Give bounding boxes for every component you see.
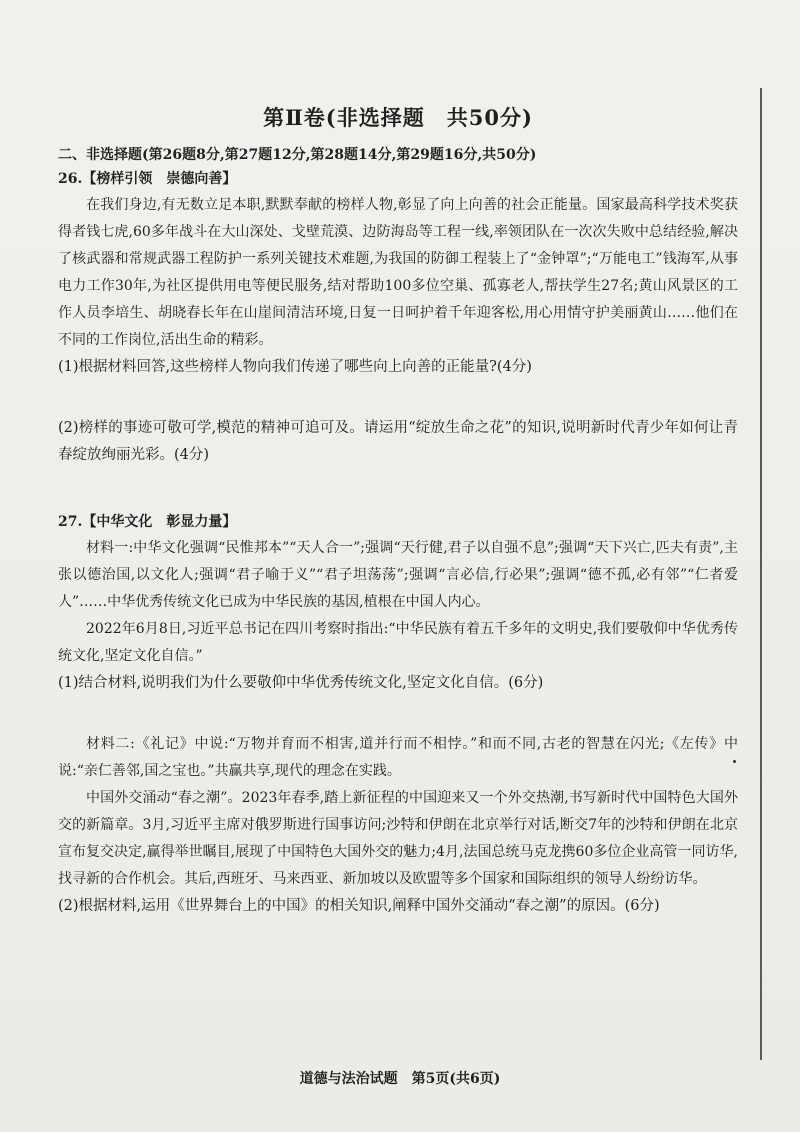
q26-heading: 26.【榜样引领 崇德向善】 [58, 171, 237, 187]
answer-space [58, 381, 738, 415]
q27-sub2: (2)根据材料,运用《世界舞台上的中国》的相关知识,阐释中国外交涌动“春之潮”的原因。(6分) [58, 898, 660, 914]
section-heading: 二、非选择题(第26题8分,第27题12分,第28题14分,第29题16分,共50分) [58, 147, 537, 163]
q26-sub1: (1)根据材料回答,这些榜样人物向我们传递了哪些向上向善的正能量?(4分) [58, 359, 532, 375]
q27-material1b: 2022年6月8日,习近平总书记在四川考察时指出:“中华民族有着五千多年的文明史,我们要敬仰中华优秀传统文化,坚定文化自信。” [58, 621, 738, 664]
q27-heading: 27.【中华文化 彰显力量】 [58, 514, 237, 530]
answer-space [58, 697, 738, 731]
q26-sub2: (2)榜样的事迹可敬可学,模范的精神可追可及。请运用“绽放生命之花”的知识,说明新时代青少年如何让青春绽放绚丽光彩。(4分) [58, 420, 738, 463]
binding-margin-line [760, 88, 762, 1060]
q27-material2: 材料二:《礼记》中说:“万物并育而不相害,道并行而不相悖。”和而不同,古老的智慧在闪光;《左传》中说:“亲仁善邻,国之宝也。”共赢共享,现代的理念在实践。 [58, 736, 738, 779]
page-content [58, 102, 738, 920]
answer-space [58, 469, 738, 509]
q26-material: 在我们身边,有无数立足本职,默默奉献的榜样人物,彰显了向上向善的社会正能量。国家最高科学技术奖获得者钱七虎,60多年战斗在大山深处、戈壁荒漠、边防海岛等工程一线,率领团队在一次次失败中总结经验,解决了核武器和常规武器工程防护一系列关键技术难题,为我国的防御工程装上了“金钟罩”;“万能电工”钱海军,从事电力工作30年,为社区提供用电等便民服务,结对帮助100多位空巢、孤寡老人,帮扶学生27名;黄山风景区的工作人员李培生、胡晓春长年在山崖间清洁环境,日复一日呵护着千年迎客松,用心用情守护美丽黄山……他们在不同的工作岗位,活出生命的精彩。 [58, 197, 738, 348]
paper-title: 第Ⅱ卷(非选择题 共50分) [263, 105, 533, 130]
page-footer: 道德与法治试题 第5页(共6页) [299, 1071, 501, 1087]
q27-sub1: (1)结合材料,说明我们为什么要敬仰中华优秀传统文化,坚定文化自信。(6分) [58, 675, 544, 691]
q27-material2b: 中国外交涌动“春之潮”。2023年春季,踏上新征程的中国迎来又一个外交热潮,书写新时代中国特色大国外交的新篇章。3月,习近平主席对俄罗斯进行国事访问;沙特和伊朗在北京举行对话,断交7年的沙特和伊朗在北京宣布复交决定,赢得举世瞩目,展现了中国特色大国外交的魅力;4月,法国总统马克龙携60多位企业高管一同访华,找寻新的合作机会。其后,西班牙、马来西亚、新加坡以及欧盟等多个国家和国际组织的领导人纷纷访华。 [58, 790, 738, 887]
q27-material1: 材料一:中华文化强调“民惟邦本”“天人合一”;强调“天行健,君子以自强不息”;强调“天下兴亡,匹夫有责”,主张以德治国,以文化人;强调“君子喻于义”“君子坦荡荡”;强调“言必信,行必果”;强调“德不孤,必有邻”“仁者爱人”……中华优秀传统文化已成为中华民族的基因,植根在中国人内心。 [58, 540, 738, 610]
